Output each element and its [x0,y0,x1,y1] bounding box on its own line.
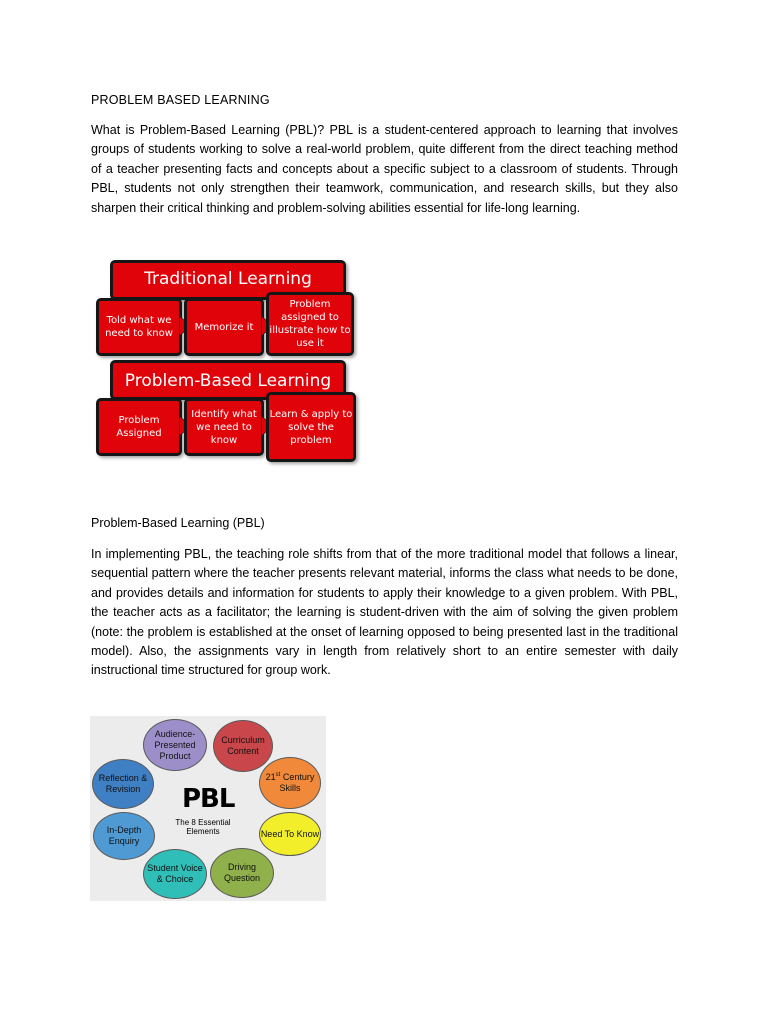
intro-paragraph: What is Problem-Based Learning (PBL)? PBL is a student-centered approach to learning that involves groups of students working to solve a real-world problem, quite different from the direct teaching method of a teacher presenting facts and concepts about a specific subject to a classroom of students. Through PBL, students not only strengthen their teamwork, communication, and research skills, but they also sharpen their critical thinking and problem-solving abilities essential for life-long learning. [91,123,678,215]
element-circle [143,719,207,771]
element-label: In-Depth Enquiry [106,825,142,846]
page-heading: PROBLEM BASED LEARNING [91,93,270,107]
element-circle [92,759,154,809]
element-label: Reflection & Revision [98,773,148,794]
pbl-step-3: Learn & apply to solve the problem [266,392,356,462]
element-circle [213,720,273,772]
traditional-step-2: Memorize it [184,298,264,356]
pbl-essential-elements-figure [90,716,326,901]
pbl-step-1: Problem Assigned [96,398,182,456]
element-label: Driving Question [223,862,261,883]
pbl-banner: Problem-Based Learning [110,360,346,400]
element-circle [143,849,207,899]
element-label: 21st Century Skills [265,772,315,793]
element-label: Curriculum Content [221,735,265,756]
element-circle [259,757,321,809]
traditional-step-1: Told what we need to know [96,298,182,356]
pbl-title: PBL [182,784,235,814]
element-circle [259,812,321,856]
pbl-subtitle: The 8 Essential Elements [175,818,231,836]
element-label: Student Voice & Choice [147,863,203,884]
implementation-paragraph: In implementing PBL, the teaching role shifts from that of the more traditional model that follows a linear, sequential pattern where the teacher presents relevant material, informs the class what needs to be done, and provides details and information for students to apply their knowledge to a given problem. With PBL, the teacher acts as a facilitator; the learning is student-driven with the aim of solving the given problem (note: the problem is established at the onset of learning opposed to being presented last in the traditional model). Also, the assignments vary in length from relatively short to an entire semester with daily instructional time structured for group work. [91,547,678,678]
element-circle [93,812,155,860]
traditional-learning-banner: Traditional Learning [110,260,346,300]
element-label: Audience-Presented Product [154,728,196,761]
element-label: Need To Know [260,828,320,839]
pbl-step-2: Identify what we need to know [184,398,264,456]
element-circle [210,848,274,898]
section-subheading: Problem-Based Learning (PBL) [91,516,265,530]
traditional-vs-pbl-figure [92,256,364,468]
traditional-step-3: Problem assigned to illustrate how to use it [266,292,354,356]
